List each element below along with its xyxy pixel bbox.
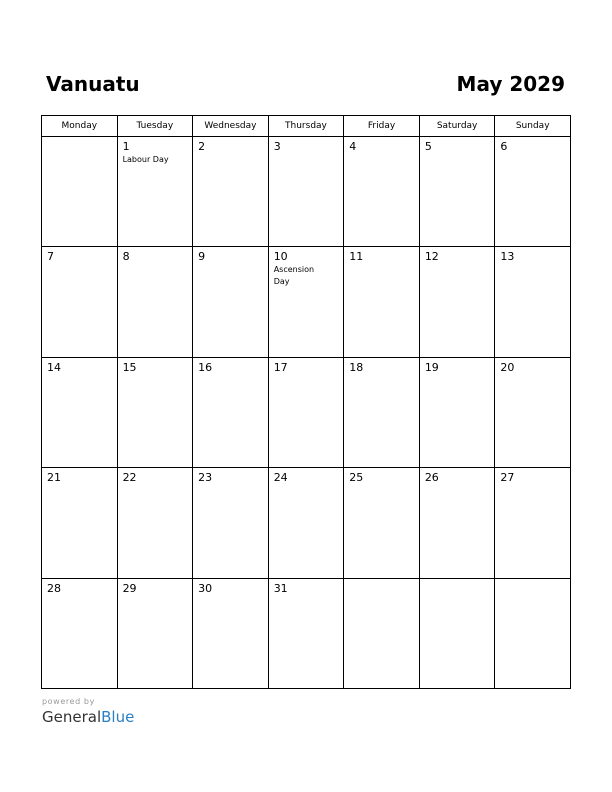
day-number: 21 [47, 471, 61, 485]
weekday-header-wednesday: Wednesday [193, 116, 269, 137]
week-row [42, 357, 571, 467]
day-cell [42, 247, 118, 357]
day-number: 24 [273, 471, 288, 485]
week-row [42, 137, 571, 247]
day-number: 30 [198, 581, 213, 595]
day-number [344, 579, 419, 582]
day-number: 3 [273, 140, 281, 153]
weekday-header-row [42, 116, 571, 137]
day-cell [344, 137, 420, 247]
day-number: 10 [273, 250, 288, 264]
brand-name-blue: Blue [101, 708, 135, 726]
country-title: Vanuatu [46, 72, 140, 96]
day-number: 7 [47, 250, 54, 264]
day-cell [268, 468, 344, 578]
day-number: 6 [500, 140, 508, 153]
day-number [42, 137, 117, 140]
week-row [42, 247, 571, 357]
day-cell [495, 137, 571, 247]
day-number: 8 [122, 250, 130, 264]
day-cell [42, 468, 118, 578]
weekday-header-thursday: Thursday [268, 116, 344, 137]
day-number [495, 579, 570, 582]
day-cell [419, 578, 495, 688]
weekday-header-saturday: Saturday [419, 116, 495, 137]
day-number: 26 [424, 471, 439, 485]
day-cell [344, 468, 420, 578]
day-cell [42, 137, 118, 247]
day-cell [117, 468, 193, 578]
day-cell [117, 357, 193, 467]
holiday-label: Ascension Day [273, 265, 315, 287]
day-cell [419, 468, 495, 578]
day-number: 14 [47, 360, 61, 374]
day-number: 15 [122, 360, 137, 374]
brand-logo [42, 707, 134, 727]
day-number [420, 579, 495, 582]
day-number: 23 [198, 471, 213, 485]
day-cell [117, 247, 193, 357]
powered-by-text: powered by [42, 697, 95, 706]
day-cell [117, 578, 193, 688]
day-cell [344, 357, 420, 467]
day-cell [193, 578, 269, 688]
day-number: 19 [424, 360, 439, 374]
week-row [42, 468, 571, 578]
day-number: 2 [198, 140, 206, 153]
day-number: 9 [198, 250, 206, 264]
calendar-grid [41, 115, 571, 689]
day-number: 16 [198, 360, 213, 374]
day-cell [268, 578, 344, 688]
day-cell [42, 357, 118, 467]
day-cell [344, 247, 420, 357]
day-cell [495, 357, 571, 467]
day-cell [495, 578, 571, 688]
brand-name-general: General [42, 708, 102, 726]
day-number: 17 [273, 360, 288, 374]
day-number: 31 [273, 581, 288, 595]
day-cell [419, 137, 495, 247]
day-number: 11 [349, 250, 364, 264]
day-cell [495, 468, 571, 578]
holiday-label: Labour Day [122, 155, 169, 164]
day-cell [193, 137, 269, 247]
day-cell [268, 357, 344, 467]
day-number: 25 [349, 471, 364, 485]
day-number: 28 [47, 581, 61, 595]
day-number: 4 [349, 140, 357, 153]
day-number: 1 [122, 140, 130, 153]
weekday-header-sunday: Sunday [495, 116, 571, 137]
day-cell [193, 247, 269, 357]
day-cell [419, 357, 495, 467]
day-cell [117, 137, 193, 247]
day-number: 12 [424, 250, 439, 264]
weekday-header-friday: Friday [344, 116, 420, 137]
month-year-title: May 2029 [456, 72, 565, 96]
day-cell [268, 137, 344, 247]
day-number: 5 [424, 140, 432, 153]
day-cell [193, 468, 269, 578]
day-number: 27 [500, 471, 515, 485]
day-cell [495, 247, 571, 357]
day-cell [193, 357, 269, 467]
weekday-header-monday: Monday [42, 116, 118, 137]
day-cell [344, 578, 420, 688]
day-number: 13 [500, 250, 515, 264]
day-cell [42, 578, 118, 688]
day-number: 18 [349, 360, 364, 374]
week-row [42, 578, 571, 688]
day-number: 22 [122, 471, 137, 485]
weekday-header-tuesday: Tuesday [117, 116, 193, 137]
footer-branding [42, 697, 134, 727]
day-cell [268, 247, 344, 357]
day-number: 29 [122, 581, 137, 595]
day-cell [419, 247, 495, 357]
day-number: 20 [500, 360, 515, 374]
